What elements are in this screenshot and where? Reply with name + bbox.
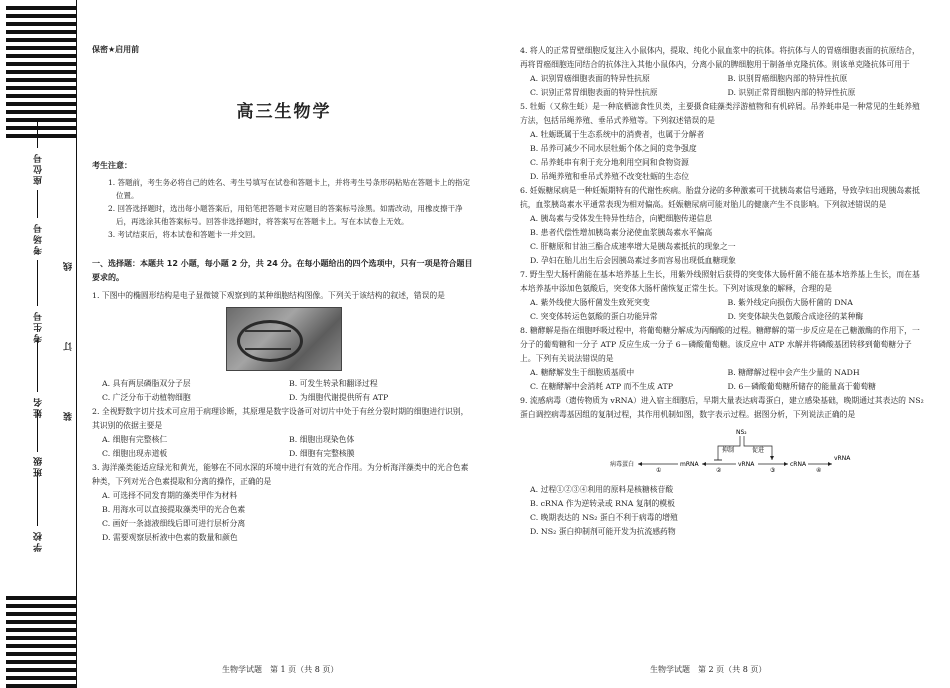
page-title: 高三生物学 bbox=[236, 102, 332, 122]
question-stem: 4. 将人的正常胃壁细胞反复注入小鼠体内，提取、纯化小鼠血浆中的抗体。将抗体与人的胃癌细胞表面的抗原结合，再将胃癌细胞连同结合的抗体注入其他小鼠体内，分离小鼠的脾细胞用于制备单克隆抗体。则该单克隆抗体可用于 bbox=[520, 46, 920, 69]
option-a[interactable]: A. 识别胃癌细胞表面的特异性抗原 bbox=[530, 74, 650, 83]
footer-page-1: 生物学试题 第 1 页（共 8 页） bbox=[222, 665, 339, 674]
section-heading: 一、选择题：本题共 12 小题，每小题 2 分，共 24 分。在每小题给出的四个选项中，只有一项是符合题目要求的。 bbox=[92, 259, 473, 282]
school-label: 学校 bbox=[34, 530, 44, 552]
option-b[interactable]: B. 吊养可减少不同水层牡蛎个体之间的竞争强度 bbox=[530, 144, 697, 153]
option-c[interactable]: C. 细胞出现赤道板 bbox=[102, 449, 168, 458]
binding-stripe bbox=[6, 110, 76, 114]
diagram-step-3: ③ bbox=[770, 467, 776, 474]
binding-stripe bbox=[6, 134, 76, 138]
question-stem: 1. 下图中的椭圆形结构是电子显微镜下观察到的某种细胞结构图像。下列关于该结构的叙述，错误的是 bbox=[92, 291, 445, 300]
binding-stripe bbox=[6, 14, 76, 18]
question-1 bbox=[92, 289, 476, 405]
option-b[interactable]: B. 用海水可以直接提取藻类甲的光合色素 bbox=[102, 505, 246, 514]
question-6 bbox=[520, 184, 925, 268]
option-c[interactable]: C. 突变体转运色氨酸的蛋白功能异常 bbox=[530, 312, 658, 321]
notice-item: 1. 答题前，考生务必将自己的姓名、考生号填写在试卷和答题卡上，并将考生号条形码粘贴在答题卡上的指定位置。 bbox=[108, 178, 471, 200]
diagram-promote: 促进 bbox=[752, 447, 765, 454]
option-d[interactable]: D. 吊绳养殖和垂吊式养殖不改变牡蛎的生态位 bbox=[530, 172, 690, 181]
option-d[interactable]: D. 孕妇在胎儿出生后会因胰岛素过多而容易出现低血糖现象 bbox=[530, 256, 736, 265]
option-b[interactable]: B. cRNA 作为逆转录或 RNA 复制的模板 bbox=[530, 499, 675, 508]
binding-stripe bbox=[6, 54, 76, 58]
seat-no-blank bbox=[37, 120, 38, 148]
diagram-step-1: ① bbox=[656, 467, 662, 474]
binding-stripe bbox=[6, 604, 76, 608]
notice-list bbox=[92, 176, 476, 241]
option-d[interactable]: D. 突变体缺失色氨酸合成途径的某种酶 bbox=[727, 312, 864, 321]
option-c[interactable]: C. 识别正常胃细胞表面的特异性抗原 bbox=[530, 88, 658, 97]
question-8 bbox=[520, 324, 925, 394]
binding-stripe bbox=[6, 46, 76, 50]
option-d[interactable]: D. 识别正常胃细胞内部的特异性抗原 bbox=[727, 88, 856, 97]
binding-stripe bbox=[6, 644, 76, 648]
binding-stripe bbox=[6, 94, 76, 98]
binding-stripe bbox=[6, 652, 76, 656]
option-a[interactable]: A. 糖酵解发生于细胞质基质中 bbox=[530, 368, 635, 377]
question-stem: 3. 海洋藻类能适应绿光和黄光，能够在不同水深的环境中进行有效的光合作用。为分析海洋藻类中的光合色素种类，下列对光合色素提取和分离的操作，正确的是 bbox=[92, 463, 469, 486]
question-stem: 9. 流感病毒（遗传物质为 vRNA）进入宿主细胞后，早期大量表达病毒蛋白，建立感染基础，晚期通过其表达的 NS₂ 蛋白调控病毒基因组的复制过程，其作用机制如图，数字表示过程。据图分析，下列说法正确的是 bbox=[520, 396, 924, 419]
option-a[interactable]: A. 过程①②③④利用的原料是核糖核苷酸 bbox=[530, 485, 674, 494]
option-b[interactable]: B. 细胞出现染色体 bbox=[289, 435, 355, 444]
option-a[interactable]: A. 牡蛎既属于生态系统中的消费者，也属于分解者 bbox=[530, 130, 705, 139]
binding-stripe bbox=[6, 660, 76, 664]
diagram-mrna: mRNA bbox=[680, 461, 699, 468]
binding-stripe bbox=[6, 6, 76, 10]
mechanism-diagram bbox=[610, 426, 851, 476]
diagram-viral-protein: 病毒蛋白 bbox=[610, 461, 635, 468]
binding-stripe bbox=[6, 62, 76, 66]
question-2 bbox=[92, 405, 476, 461]
seat-no-label: 座位号 bbox=[34, 152, 44, 185]
room-no-label: 考场号 bbox=[34, 222, 44, 255]
notice-item: 3. 考试结束后，将本试卷和答题卡一并交回。 bbox=[108, 230, 261, 239]
question-stem: 2. 全视野数字切片技术可应用于病理诊断，其原理是数字设备可对切片中处于有丝分裂时期的细胞进行识别，其识别的依据主要是 bbox=[92, 407, 469, 430]
option-d[interactable]: D. 为细胞代谢提供所有 ATP bbox=[289, 393, 389, 402]
binding-stripe bbox=[6, 620, 76, 624]
diagram-ns2: NS₂ bbox=[736, 429, 747, 436]
option-b[interactable]: B. 识别胃癌细胞内部的特异性抗原 bbox=[727, 74, 848, 83]
binding-stripe bbox=[6, 78, 76, 82]
option-b[interactable]: B. 紫外线定向损伤大肠杆菌的 DNA bbox=[727, 298, 853, 307]
option-c[interactable]: C. 吊养蚝串有利于充分地利用空间和食物资源 bbox=[530, 158, 689, 167]
question-4 bbox=[520, 44, 925, 100]
exam-no-label: 考生号 bbox=[34, 310, 44, 343]
option-a[interactable]: A. 胰岛素与受体发生特异性结合，向靶细胞传递信息 bbox=[530, 214, 713, 223]
option-d[interactable]: D. 6－磷酸葡萄糖所储存的能量高于葡萄糖 bbox=[727, 382, 876, 391]
name-label: 姓名 bbox=[34, 396, 44, 418]
diagram-vrna: vRNA bbox=[738, 461, 755, 468]
binding-stripe bbox=[6, 38, 76, 42]
binding-stripe bbox=[6, 676, 76, 680]
option-b[interactable]: B. 可发生转录和翻译过程 bbox=[289, 379, 378, 388]
option-c[interactable]: C. 广泛分布于动植物细胞 bbox=[102, 393, 191, 402]
diagram-inhibit: 抑制 bbox=[722, 447, 735, 454]
question-stem: 7. 野生型大肠杆菌能在基本培养基上生长，用紫外线照射后获得的突变体大肠杆菌不能在基本培养基上生长，而在基本培养基中添加色氨酸后，突变体大肠杆菌恢复正常生长。下列对该现象的解释，合理的是 bbox=[520, 270, 920, 293]
bind-char: 订 bbox=[64, 340, 74, 351]
binding-stripe bbox=[6, 684, 76, 688]
diagram-step-4: ④ bbox=[816, 467, 822, 474]
exam-no-blank bbox=[37, 260, 38, 306]
binding-stripe bbox=[6, 612, 76, 616]
question-5 bbox=[520, 100, 925, 184]
binding-stripe bbox=[6, 126, 76, 130]
notice-item: 2. 回答选择题时，选出每小题答案后，用铅笔把答题卡对应题目的答案标号涂黑。如需改动，用橡皮擦干净后，再选涂其他答案标号。回答非选择题时，将答案写在答题卡上。写在本试卷上无效。 bbox=[108, 204, 463, 226]
notice-heading: 考生注意： bbox=[92, 161, 132, 170]
binding-stripe bbox=[6, 118, 76, 122]
binding-stripe bbox=[6, 22, 76, 26]
binding-stripe bbox=[6, 70, 76, 74]
diagram-step-2: ② bbox=[716, 467, 722, 474]
footer-page-2: 生物学试题 第 2 页（共 8 页） bbox=[650, 665, 767, 674]
binding-stripe bbox=[6, 596, 76, 600]
option-d[interactable]: D. 需要观察层析液中色素的数量和颜色 bbox=[102, 533, 238, 542]
binding-stripe bbox=[6, 628, 76, 632]
option-c[interactable]: C. 在糖酵解中会消耗 ATP 而不生成 ATP bbox=[530, 382, 673, 391]
option-c[interactable]: C. 晚期表达的 NS₂ 蛋白不利于病毒的增殖 bbox=[530, 513, 678, 522]
binding-stripe bbox=[6, 668, 76, 672]
question-3 bbox=[92, 461, 476, 545]
name-blank bbox=[37, 340, 38, 392]
page-left bbox=[92, 44, 476, 545]
binding-stripe bbox=[6, 30, 76, 34]
option-b[interactable]: B. 患者代偿性增加胰岛素分泌使血浆胰岛素水平偏高 bbox=[530, 228, 713, 237]
binding-stripe bbox=[6, 102, 76, 106]
option-c[interactable]: C. 肝糖原和甘油三酯合成速率增大是胰岛素抵抗的现象之一 bbox=[530, 242, 736, 251]
binding-stripe bbox=[6, 86, 76, 90]
question-9 bbox=[520, 394, 925, 539]
room-no-blank bbox=[37, 190, 38, 218]
page-right bbox=[520, 44, 925, 539]
option-c[interactable]: C. 画好一条滤液细线后即可进行层析分离 bbox=[102, 519, 246, 528]
secret-mark: 保密★启用前 bbox=[92, 45, 140, 54]
option-a[interactable]: A. 具有两层磷脂双分子层 bbox=[102, 379, 191, 388]
binding-stripe bbox=[6, 636, 76, 640]
question-stem: 8. 糖酵解是指在细胞呼吸过程中，将葡萄糖分解成为丙酮酸的过程。糖酵解的第一步反应是在己糖激酶的作用下，一分子的葡萄糖和一分子 ATP 反应生成一分子 6－磷酸葡萄糖。该反应中 ATP 水解并将磷酸基团转移到葡萄糖分子上。下列有关说法错误的是 bbox=[520, 326, 920, 363]
option-d[interactable]: D. NS₂ 蛋白抑制剂可能开发为抗流感药物 bbox=[530, 527, 676, 536]
question-7 bbox=[520, 268, 925, 324]
question-stem: 6. 妊娠糖尿病是一种妊娠期特有的代谢性疾病。胎盘分泌的多种激素可干扰胰岛素信号通路，导致孕妇出现胰岛素抵抗，血浆胰岛素水平通常表现为相对偏高。妊娠糖尿病可能对胎儿的健康产生不良影响。下列叙述错误的是 bbox=[520, 186, 920, 209]
option-a[interactable]: A. 可选择不同发育期的藻类甲作为材料 bbox=[102, 491, 238, 500]
micrograph-image bbox=[226, 307, 342, 371]
option-b[interactable]: B. 糖酵解过程中会产生少量的 NADH bbox=[727, 368, 860, 377]
stitch-char: 装 bbox=[64, 410, 74, 421]
binding-line bbox=[76, 0, 77, 688]
class-label: 班级 bbox=[34, 455, 44, 477]
school-blank bbox=[37, 470, 38, 526]
diagram-crna: cRNA bbox=[790, 461, 807, 468]
option-d[interactable]: D. 细胞有完整核膜 bbox=[289, 449, 355, 458]
line-char: 线 bbox=[64, 260, 74, 271]
option-a[interactable]: A. 紫外线使大肠杆菌发生致死突变 bbox=[530, 298, 650, 307]
option-a[interactable]: A. 细胞有完整核仁 bbox=[102, 435, 168, 444]
question-stem: 5. 牡蛎（又称生蚝）是一种底栖滤食性贝类，主要摄食硅藻类浮游植物和有机碎屑。吊养蚝串是一种常见的生蚝养殖方法，包括吊绳养殖、垂吊式养殖等。下列叙述错误的是 bbox=[520, 102, 920, 125]
diagram-vrna-2: vRNA bbox=[834, 455, 851, 462]
